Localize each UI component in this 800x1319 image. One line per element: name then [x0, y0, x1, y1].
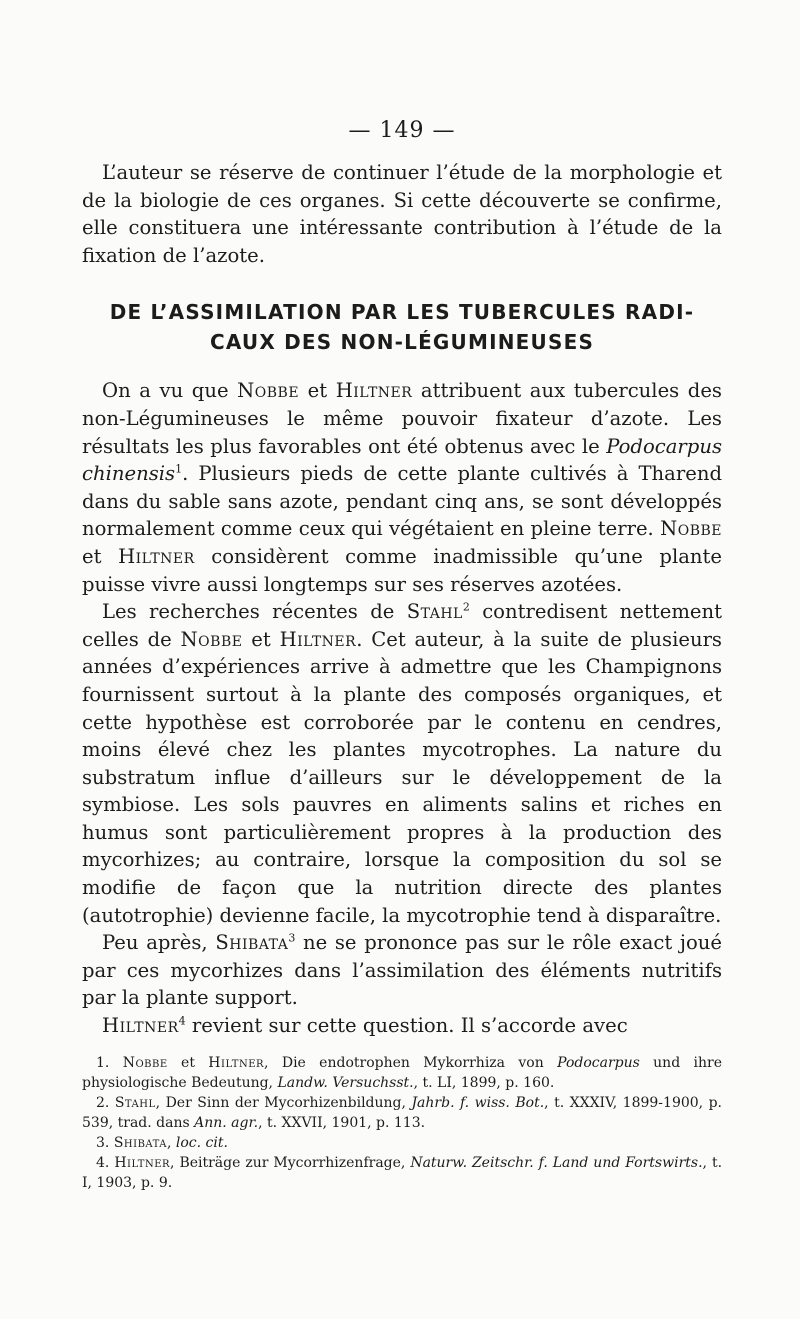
footnote-number: 4.: [96, 1154, 110, 1171]
footnote-2: [82, 1093, 722, 1133]
author-name: Stahl: [406, 600, 463, 624]
author-name: Shibata: [215, 931, 289, 955]
text: , Beiträge zur Mycorrhizenfrage,: [170, 1154, 411, 1171]
text: und ihre physiologische Bedeutung,: [82, 1054, 722, 1091]
text: , t. I, 1903, p. 9.: [82, 1154, 723, 1191]
author-name: Hiltner: [335, 379, 413, 403]
text: et: [82, 544, 119, 568]
footnote-ref: 3: [288, 931, 296, 945]
footnote-ref: 1: [175, 462, 183, 476]
citation-italic: Ann. agr.: [194, 1114, 259, 1131]
author-name: Hiltner: [102, 1014, 179, 1038]
section-heading-line-1: DE L’ASSIMILATION PAR LES TUBERCULES RADI-: [109, 300, 695, 325]
citation-italic: Podocarpus: [557, 1054, 640, 1071]
section-heading: [82, 297, 722, 357]
footnote-ref: 4: [178, 1014, 186, 1028]
citation-italic: Landw. Versuchsst.: [277, 1074, 414, 1091]
page: [82, 118, 722, 1193]
text: revient sur cette question. Il s’accorde avec: [185, 1014, 628, 1038]
author-name: Nobbe: [122, 1054, 168, 1071]
text: et: [299, 379, 336, 403]
text: , t. LI, 1899, p. 160.: [413, 1074, 555, 1091]
page-number: — 149 —: [348, 118, 456, 143]
text: , Die endotrophen Mykorrhiza von: [264, 1054, 558, 1071]
text: ne se prononce pas sur le rôle exact joué par ces mycorhizes dans l’assimilation des éléments nutritifs par la plante support.: [82, 931, 722, 1010]
citation-italic: Naturw. Zeitschr. f. Land und Fortswirts.: [410, 1154, 703, 1171]
footnote-4: [82, 1153, 722, 1193]
species-name: Podocarpus chinensis: [82, 434, 722, 486]
section-heading-line-2: CAUX DES NON-LÉGUMINEUSES: [209, 330, 595, 355]
text: . Plusieurs pieds de cette plante cultivés à Tharend dans du sable sans azote, pendant cinq ans, se sont développés normalement comme ceux qui végétaient en pleine terre.: [82, 462, 722, 541]
intro-paragraph: L’auteur se réserve de continuer l’étude de la morphologie et de la biologie de ces organes. Si cette découverte se confirme, elle constituera une intéressante contribution à l’étude de la fixation de l’azote.: [82, 161, 722, 267]
author-name: Hiltner: [114, 1154, 171, 1171]
author-name: Nobbe: [237, 379, 300, 403]
footnote-number: 2.: [96, 1094, 110, 1111]
footnote-number: 1.: [96, 1054, 110, 1071]
footnote-number: 3.: [96, 1134, 110, 1151]
author-name: Nobbe: [660, 517, 722, 541]
footnote-3: [82, 1133, 722, 1153]
paragraph-2: [82, 598, 722, 929]
text: . Cet auteur, à la suite de plusieurs années d’expériences arrive à admettre que les Champignons fournissent surtout à la plante des composés organiques, et cette hypothèse est corroborée par le contenu en cendres, moins élevé chez les plantes mycotrophes. La nature du substratum influe d’ailleurs sur le développement de la symbiose. Les sols pauvres en aliments salins et riches en humus sont particulièrement propres à la production des mycorhizes; au contraire, lorsque la composition du sol se modifie de façon que la nutrition directe des plantes (autotrophie) devienne facile, la mycotrophie tend à disparaître.: [82, 627, 722, 927]
text: , Der Sinn der Mycorhizenbildung,: [155, 1094, 412, 1111]
paragraph-4: [82, 1012, 722, 1040]
author-name: Hiltner: [279, 627, 357, 651]
author-name: Stahl: [114, 1094, 156, 1111]
text: Peu après,: [102, 931, 216, 955]
text: attribuent aux tubercules des non-Légumineuses le même pouvoir fixateur d’azote. Les résultats les plus favorables ont été obtenus avec le: [82, 379, 722, 458]
author-name: Nobbe: [180, 627, 243, 651]
author-name: Hiltner: [208, 1054, 265, 1071]
citation-italic: Jahrb. f. wiss. Bot.: [411, 1094, 545, 1111]
text: et: [242, 627, 280, 651]
text: On a vu que: [102, 379, 238, 403]
paragraph-1: [82, 377, 722, 598]
text: contredisent nettement celles de: [82, 600, 722, 651]
footnote-ref: 2: [462, 600, 470, 614]
text: ,: [166, 1134, 176, 1151]
text: Les recherches récentes de: [102, 600, 407, 624]
footnote-1: [82, 1053, 722, 1093]
text: , t. XXXIV, 1899-1900, p. 539, trad. dans: [82, 1094, 723, 1131]
author-name: Hiltner: [118, 544, 195, 568]
text: considèrent comme inadmissible qu’une plante puisse vivre aussi longtemps sur ses réserves azotées.: [82, 544, 722, 596]
paragraph-3: [82, 929, 722, 1012]
text: et: [167, 1054, 209, 1071]
footnotes: [82, 1053, 722, 1193]
text: , t. XXVII, 1901, p. 113.: [258, 1114, 426, 1131]
author-name: Shibata: [113, 1134, 167, 1151]
citation-italic: loc. cit.: [175, 1134, 228, 1151]
